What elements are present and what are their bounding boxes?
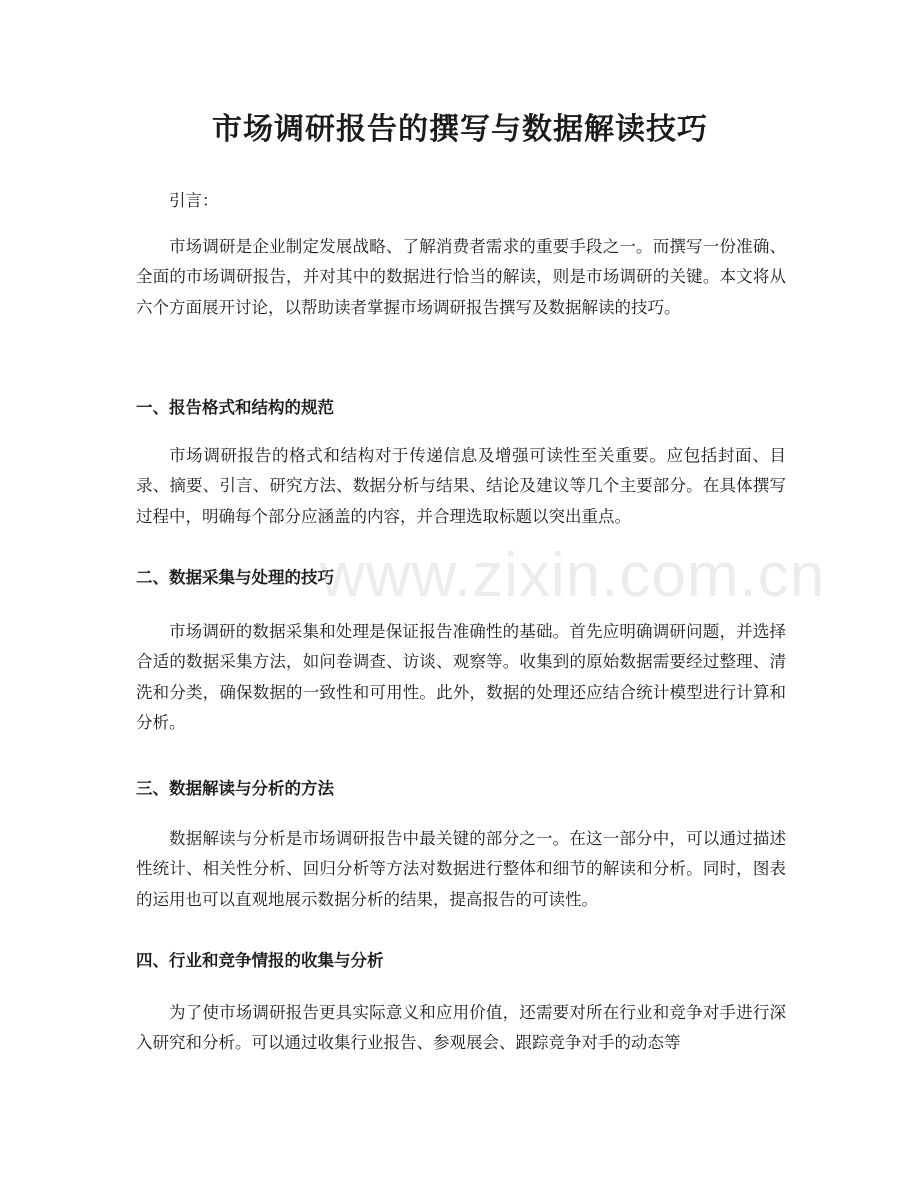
document-title: 市场调研报告的撰写与数据解读技巧 [212, 112, 708, 147]
section-paragraph-2: 市场调研的数据采集和处理是保证报告准确性的基础。首先应明确调研问题，并选择合适的数据采集方法，如问卷调查、访谈、观察等。收集到的原始数据需要经过整理、清洗和分类，确保数据的一致性和可用性。此外，数据的处理还应结合统计模型进行计算和分析。 [136, 622, 786, 732]
section-heading-4: 四、行业和竞争情报的收集与分析 [136, 951, 384, 970]
section-paragraph-1: 市场调研报告的格式和结构对于传递信息及增强可读性至关重要。应包括封面、目录、摘要、引言、研究方法、数据分析与结果、结论及建议等几个主要部分。在具体撰写过程中，明确每个部分应涵盖的内容，并合理选取标题以突出重点。 [136, 446, 786, 526]
section-paragraph-4: 为了使市场调研报告更具实际意义和应用价值，还需要对所在行业和竞争对手进行深入研究和分析。可以通过收集行业报告、参观展会、跟踪竞争对手的动态等 [136, 1003, 786, 1053]
intro-label: 引言： [169, 191, 219, 210]
section-heading-3: 三、数据解读与分析的方法 [136, 779, 334, 798]
intro-paragraph: 市场调研是企业制定发展战略、了解消费者需求的重要手段之一。而撰写一份准确、全面的市场调研报告，并对其中的数据进行恰当的解读，则是市场调研的关键。本文将从六个方面展开讨论，以帮助读者掌握市场调研报告撰写及数据解读的技巧。 [136, 237, 786, 317]
section-paragraph-3: 数据解读与分析是市场调研报告中最关键的部分之一。在这一部分中，可以通过描述性统计、相关性分析、回归分析等方法对数据进行整体和细节的解读和分析。同时，图表的运用也可以直观地展示数据分析的结果，提高报告的可读性。 [136, 829, 786, 909]
section-heading-2: 二、数据采集与处理的技巧 [136, 568, 334, 587]
section-heading-1: 一、报告格式和结构的规范 [136, 398, 334, 417]
watermark: www.zixin.com.cn [320, 541, 826, 610]
